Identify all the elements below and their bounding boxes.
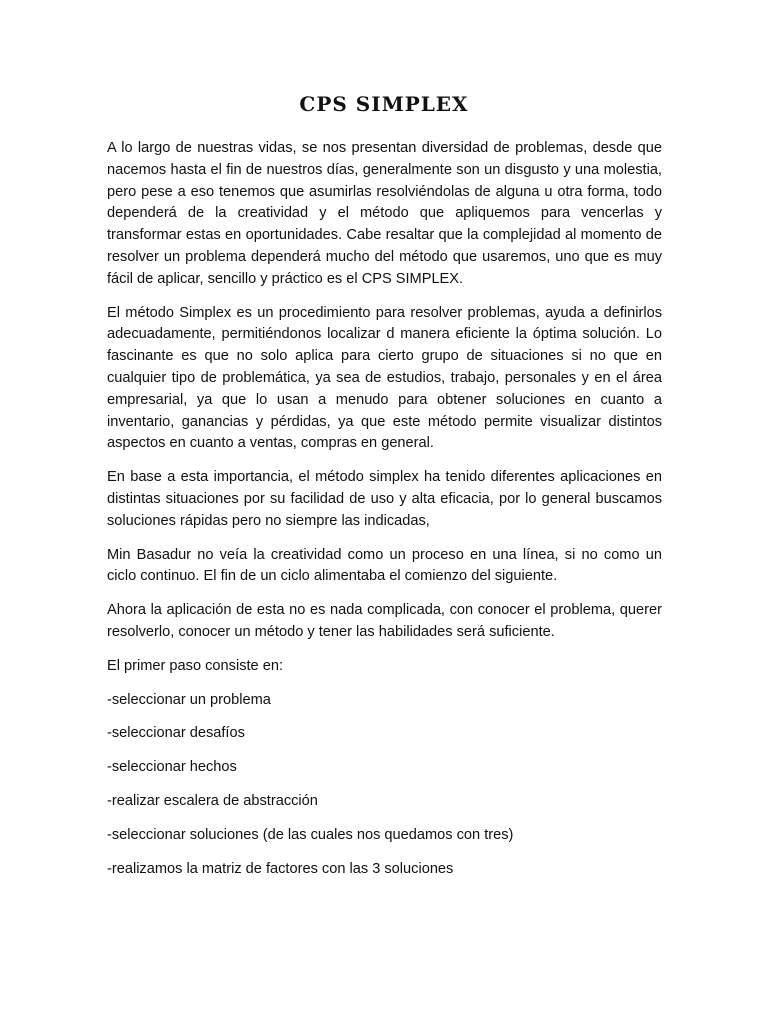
page-title: CPS SIMPLEX bbox=[299, 92, 469, 116]
list-item: -realizar escalera de abstracción bbox=[107, 792, 318, 809]
paragraph-application: Ahora la aplicación de esta no es nada complicada, con conocer el problema, querer resolverlo, conocer un método y tener las habilidades será suficiente. bbox=[107, 602, 662, 640]
steps-intro: El primer paso consiste en: bbox=[107, 657, 284, 674]
list-item: -seleccionar desafíos bbox=[107, 725, 245, 742]
paragraph-basadur: Min Basadur no veía la creatividad como un proceso en una línea, si no como un ciclo continuo. El fin de un ciclo alimentaba el comienzo del siguiente. bbox=[107, 546, 662, 585]
list-item: -realizamos la matriz de factores con las 3 soluciones bbox=[107, 860, 454, 877]
paragraph-simplex-method: El método Simplex es un procedimiento para resolver problemas, ayuda a definirlos adecuadamente, permitiéndonos localizar d manera eficiente la óptima solución. Lo fascinante es que no solo aplica para cierto grupo de situaciones si no que en cualquier tipo de problemática, ya sea de estudios, trabajo, personales y en el área empresarial, ya que lo usan a menudo para obtener soluciones en cuanto a inventario, ganancias y pérdidas, ya que este método permite visualizar distintos aspectos en cuanto a ventas, compras en general. bbox=[107, 304, 662, 452]
list-item: -seleccionar un problema bbox=[107, 691, 271, 708]
document-body bbox=[107, 138, 662, 892]
list-item: -seleccionar soluciones (de las cuales nos quedamos con tres) bbox=[107, 826, 514, 843]
list-item: -seleccionar hechos bbox=[107, 759, 237, 776]
paragraph-intro: A lo largo de nuestras vidas, se nos presentan diversidad de problemas, desde que nacemos hasta el fin de nuestros días, generalmente son un disgusto y una molestia, pero pese a eso tenemos que asumirlas resolviéndolas de alguna u otra forma, todo dependerá de la creatividad y el método que apliquemos para vencerlas y transformar estas en oportunidades. Cabe resaltar que la complejidad al momento de resolver un problema dependerá mucho del método que usaremos, uno que es muy fácil de aplicar, sencillo y práctico es el CPS SIMPLEX. bbox=[107, 140, 662, 287]
paragraph-importance: En base a esta importancia, el método simplex ha tenido diferentes aplicaciones en distintas situaciones por su facilidad de uso y alta eficacia, por lo general buscamos soluciones rápidas pero no siempre las indicadas, bbox=[107, 469, 662, 529]
steps-list bbox=[107, 690, 662, 881]
